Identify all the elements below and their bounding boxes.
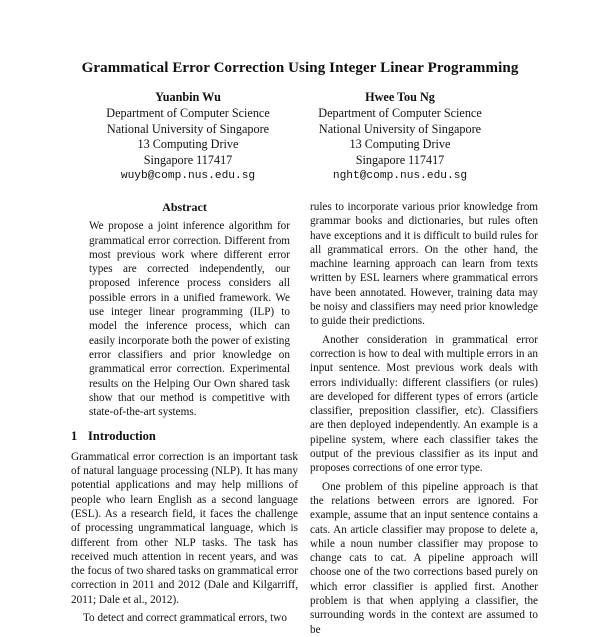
author-email: nght@comp.nus.edu.sg xyxy=(332,169,468,182)
author-department: Department of Computer Science xyxy=(318,105,482,120)
author-street: 13 Computing Drive xyxy=(137,137,239,152)
author-university: National University of Singapore xyxy=(318,121,482,136)
intro-paragraph-1: Grammatical error correction is an important task of natural language processing (NLP). It has many potential applications and may help millions of people who learn English as a second language (ESL). As a research field, it faces the challenge of processing ungrammatical language, which is different from other NLP tasks. The task has received much attention in recent years, and was the focus of two shared tasks on grammatical error correction in 2011 and 2012 (Dale and Kilgarriff, 2011; Dale et al., 2012). xyxy=(71,450,298,606)
intro-paragraph-2: To detect and correct grammatical errors, two xyxy=(83,612,287,625)
author-email: wuyb@comp.nus.edu.sg xyxy=(120,169,256,182)
author-block-2 xyxy=(275,90,525,185)
paper-title: Grammatical Error Correction Using Integer Linear Programming xyxy=(81,60,519,76)
body-paragraph-2: Another consideration in grammatical error correction is how to deal with multiple errors in an input sentence. Most previous work deals with errors individually: different classifiers (or rules) are developed for different types of errors (article classifier, preposition classifier, etc). Classifiers are then deployed independently. An example is a pipeline system, where each classifier takes the output of the previous classifier as its input and proposes corrections of one error type. xyxy=(310,333,538,475)
right-column xyxy=(310,200,538,637)
author-department: Department of Computer Science xyxy=(106,105,270,120)
abstract-text: We propose a joint inference algorithm for grammatical error correction. Different from most previous work where different error types are corrected independently, our proposed inference process considers all possible errors in a unified framework. We use integer linear programming (ILP) to model the inference process, which can easily incorporate both the power of existing error classifiers and prior knowledge on grammatical error correction. Experimental results on the Helping Our Own shared task show that our method is competitive with state-of-the-art systems. xyxy=(89,220,290,419)
author-street: 13 Computing Drive xyxy=(349,137,451,152)
body-paragraph-1: rules to incorporate various prior knowledge from grammar books and dictionaries, but rules often have exceptions and it is difficult to build rules for all grammatical errors. On the other hand, the machine learning approach can learn from texts written by ESL learners where grammatical errors have been annotated. However, training data may be noisy and classifiers may need prior knowledge to guide their predictions. xyxy=(310,201,538,328)
section-number: 1 xyxy=(71,429,78,444)
author-city: Singapore 117417 xyxy=(355,153,445,168)
author-name: Yuanbin Wu xyxy=(155,90,221,104)
author-name: Hwee Tou Ng xyxy=(365,90,435,104)
author-university: National University of Singapore xyxy=(106,121,270,136)
author-city: Singapore 117417 xyxy=(143,153,233,168)
left-column xyxy=(71,200,298,625)
section-heading xyxy=(71,429,298,443)
section-title: Introduction xyxy=(88,429,156,444)
abstract-heading: Abstract xyxy=(162,200,207,214)
body-paragraph-3: One problem of this pipeline approach is that the relations between errors are ignored. For example, assume that an input sentence contains a cats. An article classifier may propose to delete a, while a noun number classifier may propose to change cats to cat. A pipeline approach will choose one of the two corrections based purely on which error classifier is applied first. Another problem is that when applying a classifier, the surrounding words in the context are assumed to be xyxy=(310,480,538,636)
